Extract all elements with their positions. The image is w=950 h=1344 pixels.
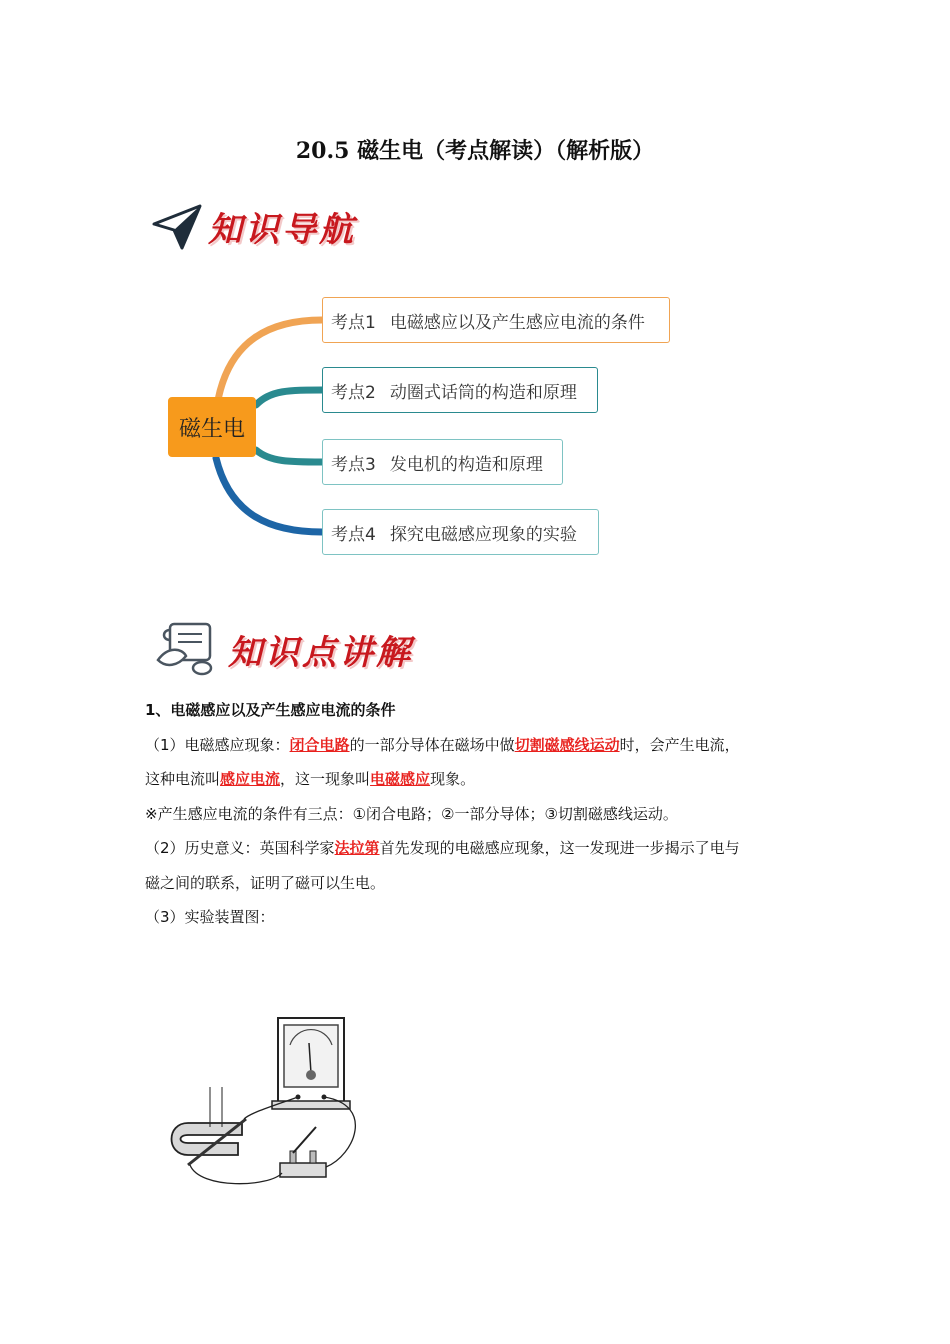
mindmap-branch-4: [322, 509, 599, 555]
text-run: 这种电流叫: [145, 770, 221, 788]
scroll-quill-icon: [156, 620, 218, 678]
branch-number: 考点1: [331, 312, 376, 333]
paper-plane-icon: [150, 200, 206, 252]
mindmap-branch-2: [322, 367, 598, 413]
highlight-term: 感应电流: [220, 770, 281, 788]
conditions-note: ※产生感应电流的条件有三点：①闭合电路；②一部分导体；③切割磁感线运动。: [145, 805, 678, 823]
nav-banner: [150, 200, 356, 252]
paragraph-1: [145, 728, 815, 762]
nav-banner-label: 知识导航: [208, 209, 356, 250]
branch-text: 电磁感应以及产生感应电流的条件: [389, 312, 645, 333]
mindmap-center-node: 磁生电: [168, 397, 256, 457]
highlight-term: 切割磁感线运动: [514, 736, 620, 754]
explain-banner: [156, 620, 413, 678]
text-run: （2）历史意义：英国科学家: [145, 839, 335, 857]
branch-number: 考点3: [331, 454, 376, 475]
page-title: 20.5 磁生电（考点解读）（解析版）: [295, 138, 655, 164]
mindmap-branch-3: [322, 439, 563, 485]
paragraph-2: [145, 831, 815, 865]
experiment-apparatus-figure: [160, 1015, 370, 1195]
highlight-term: 电磁感应: [370, 770, 431, 788]
branch-text: 动圈式话筒的构造和原理: [389, 382, 577, 403]
branch-text: 发电机的构造和原理: [389, 454, 543, 475]
highlight-term: 闭合电路: [289, 736, 350, 754]
branch-number: 考点2: [331, 382, 376, 403]
branch-number: 考点4: [331, 524, 376, 545]
mindmap-branch-1: [322, 297, 670, 343]
paragraph-2-line-2: 磁之间的联系，证明了磁可以生电。: [145, 874, 386, 892]
highlight-term: 法拉第: [334, 839, 380, 857]
explain-banner-label: 知识点讲解: [228, 632, 413, 673]
paragraph-3: （3）实验装置图：: [145, 908, 275, 926]
text-run: 首先发现的电磁感应现象，这一发现进一步揭示了电与: [379, 839, 740, 857]
text-run: 现象。: [430, 770, 476, 788]
mindmap: [150, 280, 690, 580]
text-run: （1）电磁感应现象：: [145, 736, 290, 754]
section-heading: 1、电磁感应以及产生感应电流的条件: [145, 701, 396, 719]
branch-text: 探究电磁感应现象的实验: [389, 524, 577, 545]
text-run: ，这一现象叫: [280, 770, 371, 788]
text-run: 的一部分导体在磁场中做: [349, 736, 515, 754]
text-run: 时，会产生电流，: [619, 736, 740, 754]
paragraph-1-line-2: [145, 762, 815, 796]
